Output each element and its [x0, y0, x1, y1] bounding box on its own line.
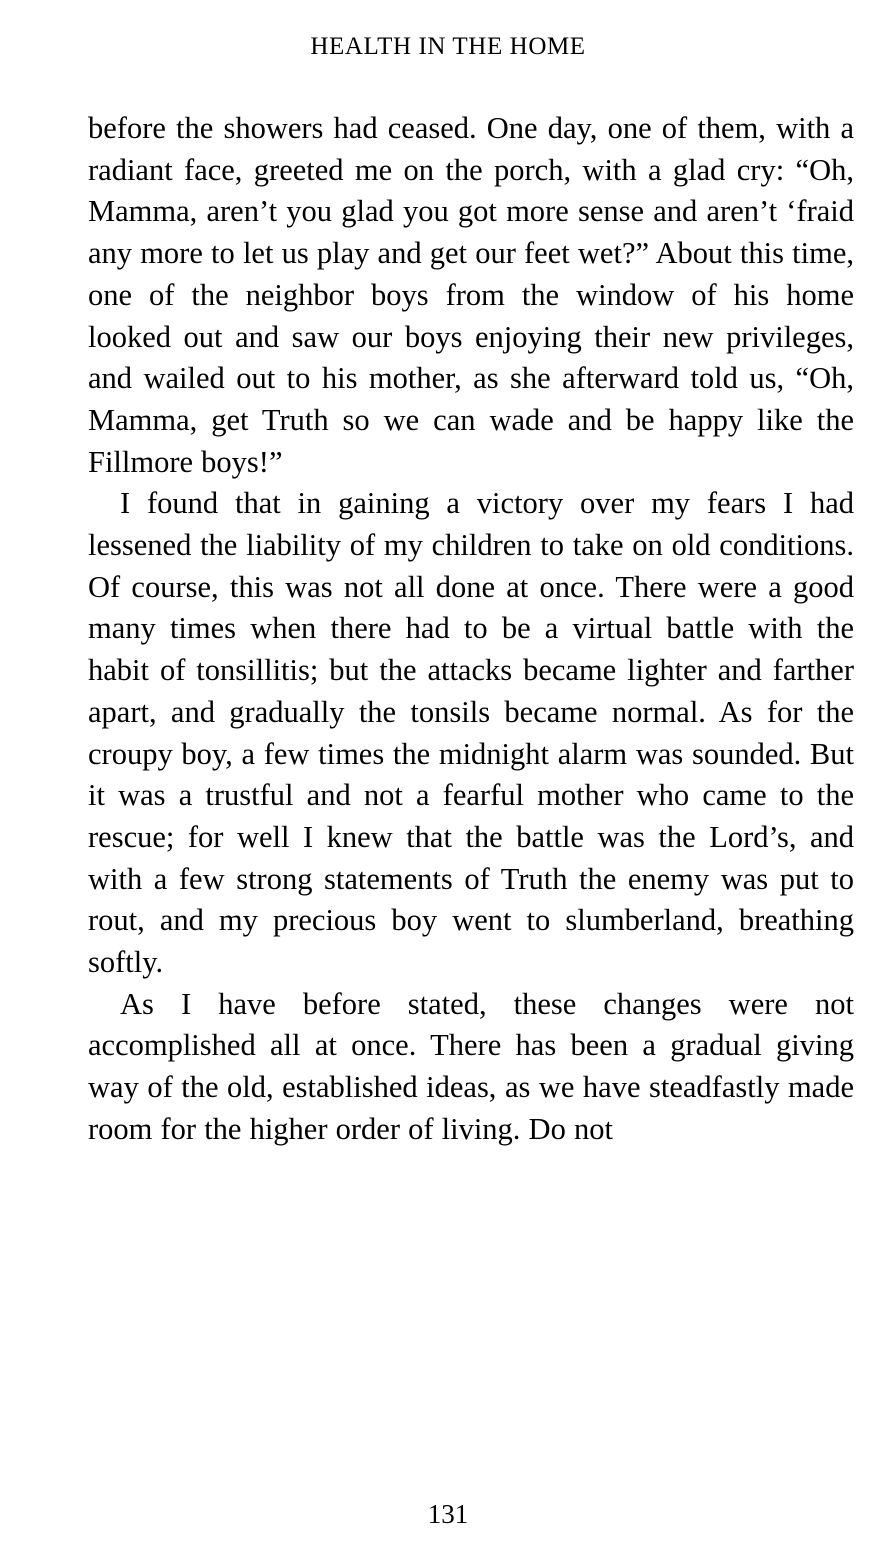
paragraph: before the showers had ceased. One day, one of them, with a radiant face, greeted me on the porch, with a glad cry: “Oh, Mamma, aren’t you glad you got more sense and aren’t ‘fraid any more to let us play and get our feet wet?” About this time, one of the neighbor boys from the window of his home looked out and saw our boys enjoying their new privileges, and wailed out to his mother, as she afterward told us, “Oh, Mamma, get Truth so we can wade and be happy like the Fillmore boys!”	[88, 111, 854, 479]
running-head: HEALTH IN THE HOME	[310, 33, 586, 60]
paragraph: As I have before stated, these changes were not accomplished all at once. There has been a gradual giving way of the old, established ideas, as we have steadfastly made room for the higher order of living. Do not	[88, 986, 854, 1146]
paragraph: I found that in gaining a victory over my fears I had lessened the liability of my children to take on old conditions. Of course, this was not all done at once. There were a good many times when there had to be a virtual battle with the habit of tonsillitis; but the attacks became lighter and farther apart, and gradually the tonsils became normal. As for the croupy boy, a few times the midnight alarm was sounded. But it was a trustful and not a fearful mother who came to the rescue; for well I knew that the battle was the Lord’s, and with a few strong statements of Truth the enemy was put to rout, and my precious boy went to slumberland, breathing softly.	[88, 486, 854, 980]
body-text	[88, 108, 854, 1151]
page-number: 131	[427, 1499, 469, 1529]
